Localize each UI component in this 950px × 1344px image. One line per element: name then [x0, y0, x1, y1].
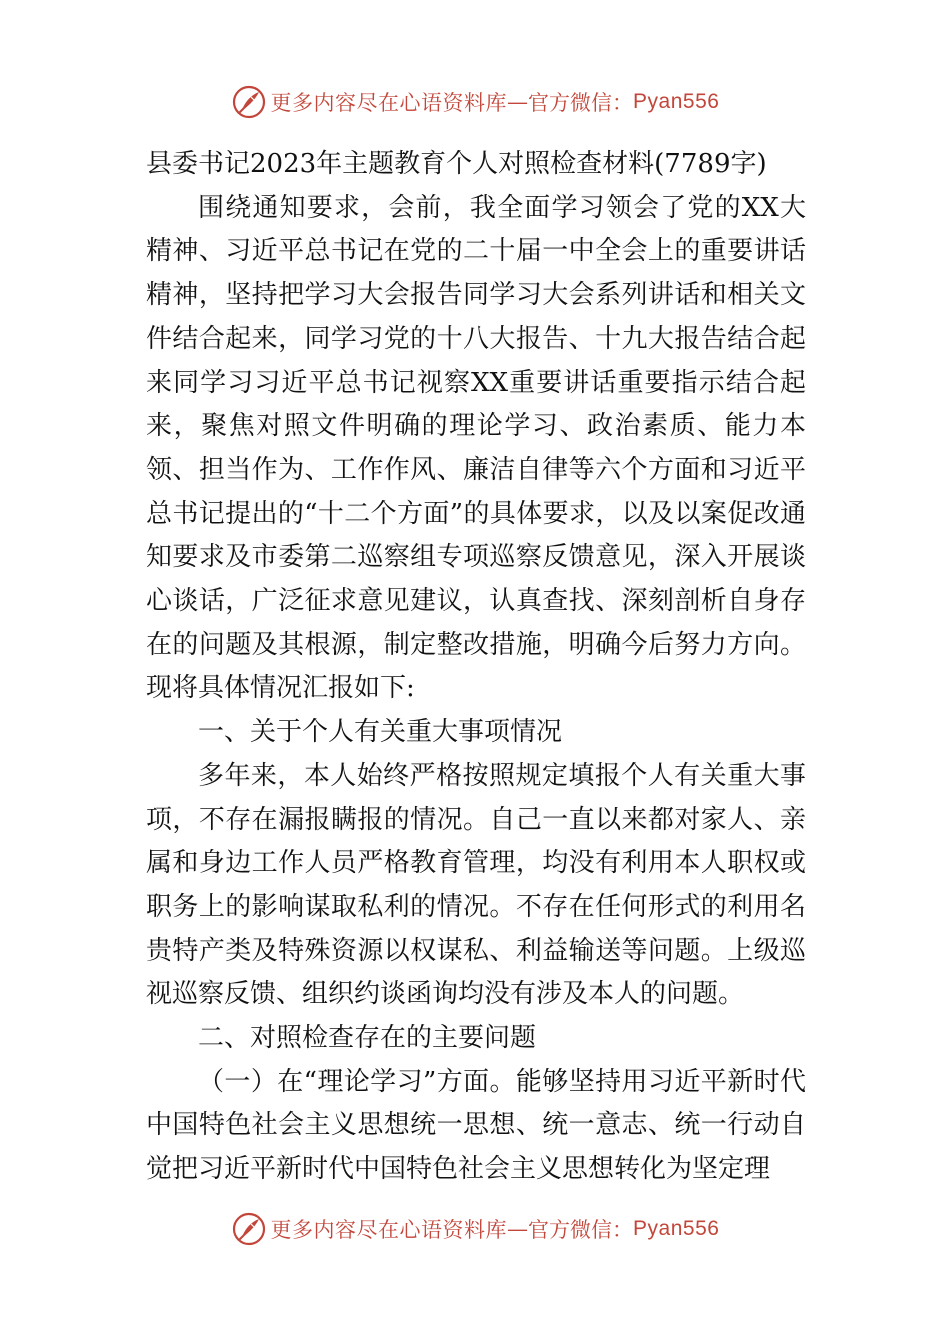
- quill-logo-icon: [231, 1211, 267, 1247]
- watermark-dash: —: [507, 90, 529, 114]
- section1-heading: 一、关于个人有关重大事项情况: [198, 717, 563, 748]
- watermark-official-label: 官方微信：: [528, 1218, 634, 1242]
- section1-paragraph: 多年来，本人始终严格按照规定填报个人有关重大事项，不存在漏报瞒报的情况。自己一直以来都对家人、亲属和身边工作人员严格教育管理，均没有利用本人职权或职务上的影响谋取私利的情况。不存在任何形式的利用名贵特产类及特殊资源以权谋私、利益输送等问题。上级巡视巡察反馈、组织约谈函询均没有涉及本人的问题。: [146, 760, 806, 1010]
- document-title: 县委书记2023年主题教育个人对照检查材料(7789字): [146, 149, 767, 179]
- watermark-banner-bottom: [0, 1209, 950, 1249]
- watermark-brand-text: 更多内容尽在心语资料库: [270, 91, 508, 115]
- section2-heading: 二、对照检查存在的主要问题: [198, 1023, 537, 1054]
- watermark-brand-text: 更多内容尽在心语资料库: [270, 1218, 508, 1242]
- intro-paragraph: 围绕通知要求，会前，我全面学习领会了党的XX大精神、习近平总书记在党的二十届一中全会上的重要讲话精神，坚持把学习大会报告同学习大会系列讲话和相关文件结合起来，同学习党的十八大报告、十九大报告结合起来同学习习近平总书记视察XX重要讲话重要指示结合起来，聚焦对照文件明确的理论学习、政治素质、能力本领、担当作为、工作作风、廉洁自律等六个方面和习近平总书记提出的“十二个方面”的具体要求，以及以案促改通知要求及市委第二巡察组专项巡察反馈意见，深入开展谈心谈话，广泛征求意见建议，认真查找、深刻剖析自身存在的问题及其根源，制定整改措施，明确今后努力方向。现将具体情况汇报如下:: [146, 192, 806, 704]
- watermark-account: Pyan556: [633, 1217, 720, 1240]
- section2-sub1-paragraph: （一）在“理论学习”方面。能够坚持用习近平新时代中国特色社会主义思想统一思想、统一意志、统一行动自觉把习近平新时代中国特色社会主义思想转化为坚定理: [146, 1066, 806, 1185]
- watermark-account: Pyan556: [633, 90, 720, 113]
- watermark-dash: —: [507, 1217, 529, 1241]
- watermark-banner-top: [0, 82, 950, 122]
- quill-logo-icon: [231, 84, 267, 120]
- watermark-official-label: 官方微信：: [528, 91, 634, 115]
- document-body: [146, 143, 806, 1192]
